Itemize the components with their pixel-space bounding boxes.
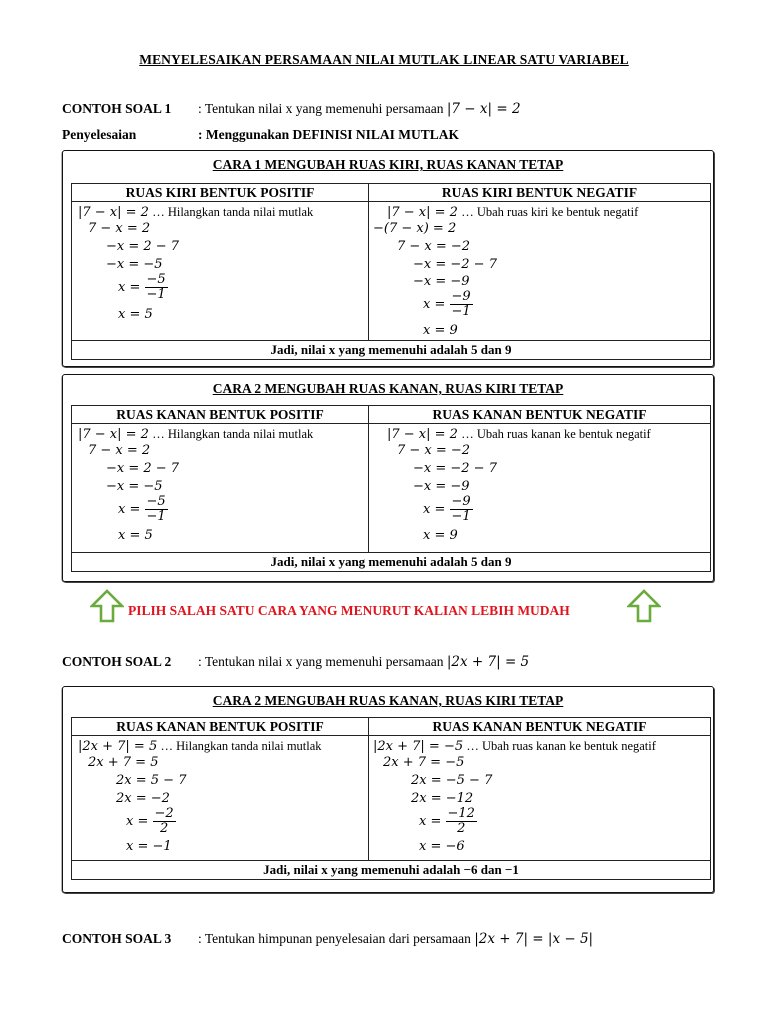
step-equation: 2x = −12 — [411, 791, 474, 806]
step-equation: −x = −5 — [106, 479, 163, 494]
step-equation: |7 − x| = 2 — [78, 427, 149, 442]
step-equation: −x = −2 − 7 — [413, 461, 497, 476]
method-3-left-header: RUAS KANAN BENTUK POSITIF — [72, 718, 369, 736]
step-answer: x = 5 — [118, 307, 153, 322]
step-fraction: x = $\frac{-12}{2}$ — [419, 806, 475, 836]
step-equation: −x = 2 − 7 — [106, 239, 180, 254]
step-fraction: x = $\frac{-9}{-1}$ — [423, 289, 471, 319]
method-1-conclusion: Jadi, nilai x yang memenuhi adalah 5 dan 9 — [72, 341, 711, 360]
step-answer: x = −6 — [419, 839, 465, 854]
method-2-left-header: RUAS KANAN BENTUK POSITIF — [72, 406, 369, 424]
step-answer: x = 9 — [423, 323, 458, 338]
method-1-box — [62, 150, 714, 367]
step-note: … Hilangkan tanda nilai mutlak — [152, 205, 314, 219]
example-3-equation: |2x + 7| = |x − 5| — [474, 931, 594, 947]
method-3-right-steps — [369, 736, 711, 861]
method-2-box — [62, 374, 714, 582]
step-fraction: x = $\frac{-2}{2}$ — [126, 806, 174, 836]
up-arrow-icon — [90, 589, 124, 623]
step-equation: |2x + 7| = −5 — [373, 739, 464, 754]
step-equation: 7 − x = 2 — [88, 221, 151, 236]
up-arrow-icon — [627, 589, 661, 623]
page-title: MENYELESAIKAN PERSAMAAN NILAI MUTLAK LINEAR SATU VARIABEL — [139, 52, 629, 67]
example-1-equation: |7 − x| = 2 — [446, 101, 521, 117]
step-equation: 2x = −2 — [116, 791, 170, 806]
example-1-question — [198, 101, 521, 117]
example-2-label: CONTOH SOAL 2 — [62, 654, 172, 669]
step-equation: −x = −9 — [413, 274, 470, 289]
step-answer: x = −1 — [126, 839, 172, 854]
example-2-question — [198, 654, 529, 670]
solution-label: Penyelesaian — [62, 127, 137, 142]
method-3-box — [62, 686, 714, 893]
step-answer: x = 9 — [423, 528, 458, 543]
method-3-left-steps — [72, 736, 369, 861]
step-equation: −x = 2 − 7 — [106, 461, 180, 476]
step-equation: |7 − x| = 2 — [387, 427, 458, 442]
method-1-left-header: RUAS KIRI BENTUK POSITIF — [72, 184, 369, 202]
method-2-left-steps — [72, 424, 369, 553]
example-3-label: CONTOH SOAL 3 — [62, 931, 172, 946]
step-answer: x = 5 — [118, 528, 153, 543]
step-equation: 7 − x = −2 — [397, 239, 471, 254]
step-equation: |7 − x| = 2 — [78, 205, 149, 220]
example-2-equation: |2x + 7| = 5 — [446, 654, 530, 670]
method-2-right-steps — [369, 424, 711, 553]
example-1-text: : Tentukan nilai x yang memenuhi persamaan — [198, 101, 447, 116]
method-2-right-header: RUAS KANAN BENTUK NEGATIF — [369, 406, 711, 424]
step-fraction: x = $\frac{-5}{-1}$ — [118, 494, 166, 524]
step-note: … Hilangkan tanda nilai mutlak — [152, 427, 314, 441]
step-equation: |7 − x| = 2 — [387, 205, 458, 220]
step-note: … Hilangkan tanda nilai mutlak — [160, 739, 322, 753]
example-2-text: : Tentukan nilai x yang memenuhi persamaan — [198, 654, 447, 669]
method-2-table — [71, 405, 711, 572]
step-equation: −(7 − x) = 2 — [373, 221, 457, 236]
step-fraction: x = $\frac{-9}{-1}$ — [423, 494, 471, 524]
method-1-table — [71, 183, 711, 360]
method-1-left-steps — [72, 202, 369, 341]
step-equation: |2x + 7| = 5 — [78, 739, 158, 754]
method-3-conclusion: Jadi, nilai x yang memenuhi adalah −6 dan −1 — [72, 861, 711, 880]
method-2-title: CARA 2 MENGUBAH RUAS KANAN, RUAS KIRI TETAP — [212, 381, 564, 396]
step-equation: 2x = −5 − 7 — [411, 773, 493, 788]
method-3-title: CARA 2 MENGUBAH RUAS KANAN, RUAS KIRI TETAP — [212, 693, 564, 708]
step-equation: 2x + 7 = 5 — [88, 755, 159, 770]
step-equation: 7 − x = 2 — [88, 443, 151, 458]
step-fraction: x = $\frac{-5}{-1}$ — [118, 272, 166, 302]
step-equation: −x = −9 — [413, 479, 470, 494]
example-3-question — [198, 931, 593, 947]
step-equation: −x = −5 — [106, 257, 163, 272]
example-3-text: : Tentukan himpunan penyelesaian dari persamaan — [198, 931, 475, 946]
step-note: … Ubah ruas kiri ke bentuk negatif — [461, 205, 639, 219]
method-1-right-steps — [369, 202, 711, 341]
method-3-table — [71, 717, 711, 880]
step-note: … Ubah ruas kanan ke bentuk negatif — [466, 739, 656, 753]
choose-method-note: PILIH SALAH SATU CARA YANG MENURUT KALIAN LEBIH MUDAH — [128, 603, 570, 618]
method-1-title: CARA 1 MENGUBAH RUAS KIRI, RUAS KANAN TETAP — [212, 157, 564, 172]
solution-method: : Menggunakan DEFINISI NILAI MUTLAK — [198, 127, 460, 142]
step-note: … Ubah ruas kanan ke bentuk negatif — [461, 427, 651, 441]
step-equation: 2x = 5 − 7 — [116, 773, 187, 788]
method-3-right-header: RUAS KANAN BENTUK NEGATIF — [369, 718, 711, 736]
method-1-right-header: RUAS KIRI BENTUK NEGATIF — [369, 184, 711, 202]
example-1-label: CONTOH SOAL 1 — [62, 101, 172, 116]
step-equation: −x = −2 − 7 — [413, 257, 497, 272]
step-equation: 7 − x = −2 — [397, 443, 471, 458]
step-equation: 2x + 7 = −5 — [383, 755, 465, 770]
method-2-conclusion: Jadi, nilai x yang memenuhi adalah 5 dan 9 — [72, 553, 711, 572]
